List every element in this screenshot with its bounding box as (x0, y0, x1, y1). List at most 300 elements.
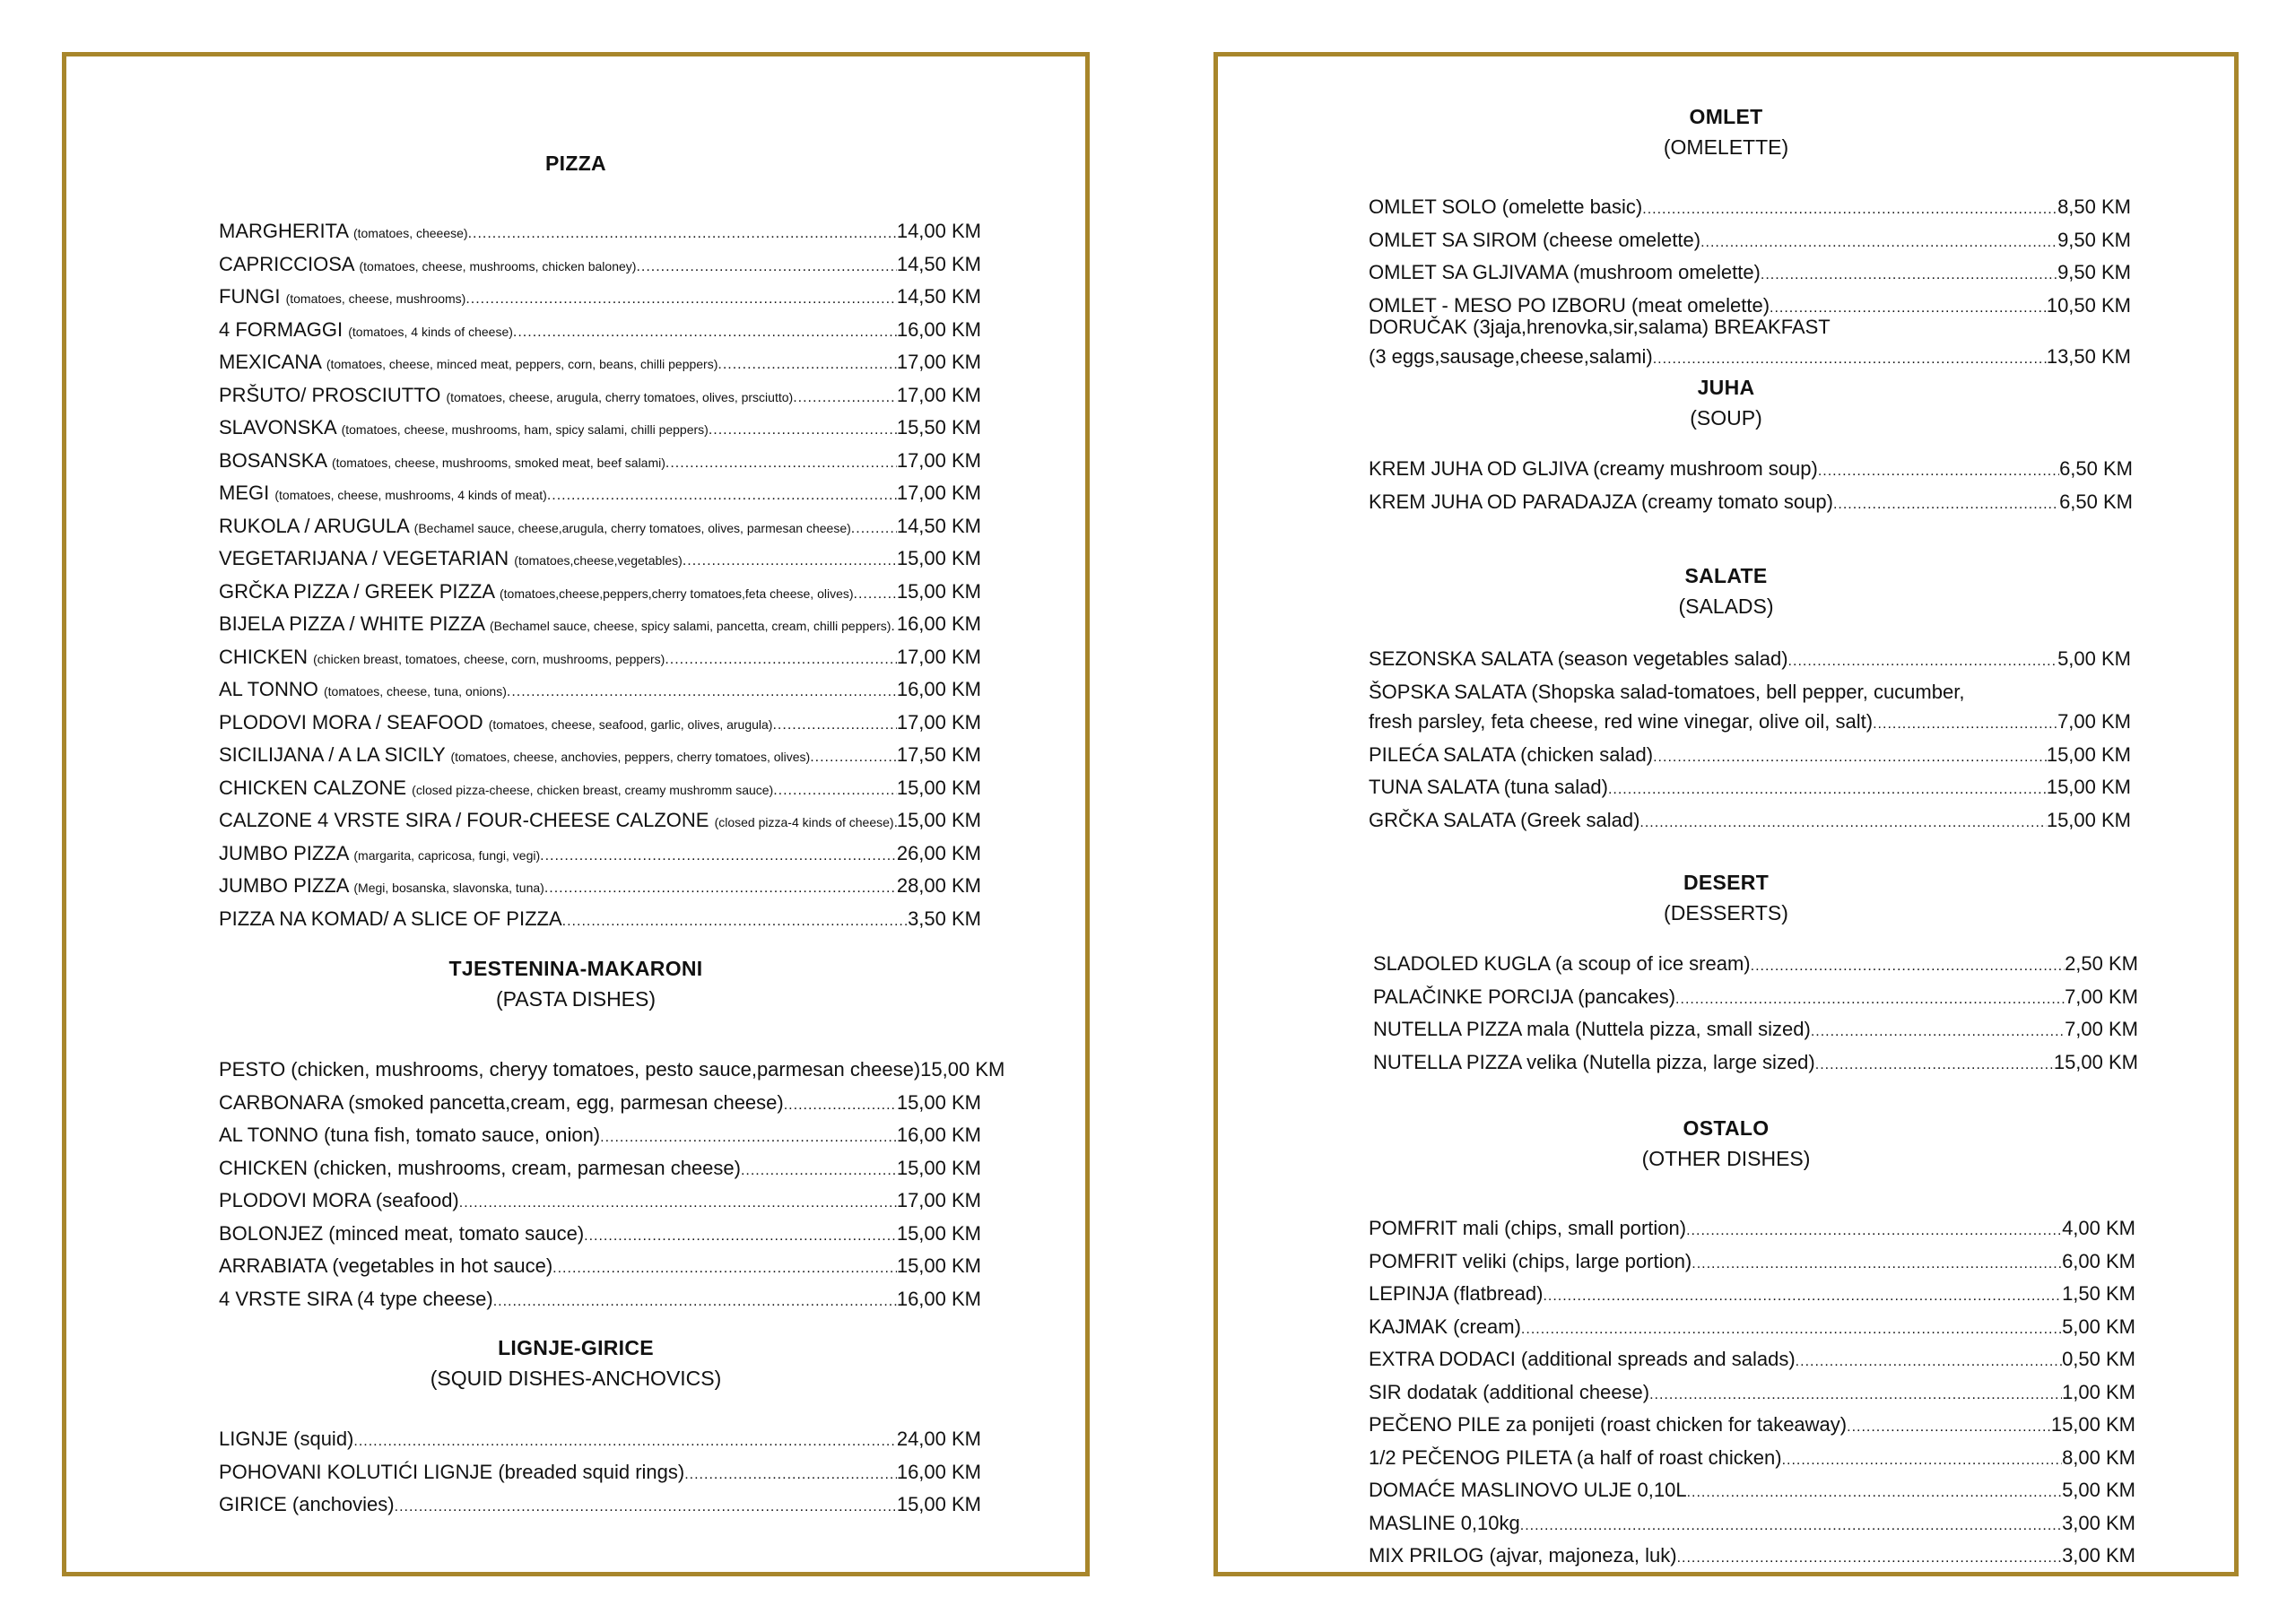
menu-page-right (1213, 52, 2239, 1576)
desserts-list (1373, 949, 2138, 1080)
item-title: CALZONE 4 VRSTE SIRA / FOUR-CHEESE CALZONE (219, 809, 709, 831)
item-description: (closed pizza-cheese, chicken breast, creamy mushromm sauce) (412, 782, 774, 797)
item-title: OMLET - MESO PO IZBORU (meat omelette) (1369, 293, 1770, 317)
leader-dots (493, 1287, 897, 1317)
item-title: MIX PRILOG (ajvar, majoneza, luk) (1369, 1544, 1677, 1567)
item-title: ARRABIATA (vegetables in hot sauce) (219, 1254, 553, 1277)
item-name: SEZONSKA SALATA (season vegetables salad) (1369, 647, 1788, 670)
item-title: CHICKEN (chicken, mushrooms, cream, parmesan cheese) (219, 1156, 741, 1179)
item-name (219, 380, 793, 413)
item-title: MARGHERITA (219, 220, 348, 242)
item-price: 15,00 KM (896, 1090, 981, 1114)
item-name (219, 577, 854, 610)
item-title: PLODOVI MORA / SEAFOOD (219, 710, 483, 733)
item-price: 17,00 KM (896, 383, 981, 406)
menu-item (219, 1489, 981, 1523)
item-price: 17,00 KM (896, 1189, 981, 1211)
item-price: 16,00 KM (896, 1287, 981, 1310)
item-description: (tomatoes, cheeese) (352, 226, 468, 240)
item-name (219, 511, 851, 544)
leader-dots (1608, 775, 2047, 805)
leader-dots (1520, 1511, 2062, 1541)
item-name (1369, 192, 1642, 222)
item-price: 5,00 KM (2062, 1479, 2135, 1501)
leader-dots (1642, 195, 2057, 225)
item-price: 26,00 KM (896, 841, 981, 864)
item-description: (Bechamel sauce, cheese, spicy salami, pancetta, cream, chilli peppers) (489, 619, 891, 633)
leader-dots (1700, 228, 2057, 258)
item-name (1369, 1508, 1520, 1539)
item-title: KREM JUHA OD PARADAJZA (creamy tomato soup) (1369, 490, 1833, 513)
item-name (219, 740, 810, 773)
sopska-line: ŠOPSKA SALATA (Shopska salad-tomatoes, bell pepper, cucumber, (1369, 680, 1965, 703)
item-description: (tomatoes, cheese, mushrooms, 4 kinds of meat) (274, 488, 547, 502)
item-price: 1,50 KM (2062, 1282, 2135, 1305)
menu-item (219, 642, 981, 675)
item-name (1369, 1344, 1796, 1375)
menu-item (1369, 1475, 2135, 1508)
item-price: 24,00 KM (896, 1428, 981, 1450)
item-price: 17,00 KM (896, 482, 981, 504)
item-price: 16,00 KM (896, 1460, 981, 1483)
item-price: 15,50 KM (896, 416, 981, 438)
item-name (219, 315, 513, 348)
breakfast-line: DORUČAK (3jaja,hrenovka,sir,salama) BREAKFAST (1369, 316, 1831, 338)
item-price: 17,00 KM (896, 448, 981, 472)
item-name (1373, 1047, 1815, 1078)
item-name (219, 1120, 600, 1150)
item-name (219, 1088, 784, 1118)
item-description: (tomatoes,cheese,peppers,cherry tomatoes,feta cheese, olives) (499, 586, 854, 601)
item-description: (tomatoes, cheese, arugula, cherry tomatoes, olives, prsciutto) (446, 389, 794, 404)
item-price: 17,00 KM (896, 645, 981, 668)
item-name: (3 eggs,sausage,cheese,salami) (1369, 345, 1653, 368)
menu-item (219, 412, 981, 446)
item-price: 7,00 KM (2065, 1018, 2138, 1040)
item-title: LEPINJA (flatbread) (1369, 1282, 1544, 1305)
menu-item (1369, 1443, 2135, 1476)
item-name (219, 805, 894, 838)
item-title: POMFRIT mali (chips, small portion) (1369, 1217, 1687, 1239)
leader-dots (683, 546, 897, 577)
leader-dots (1692, 1249, 2062, 1280)
item-name (219, 871, 544, 904)
item-name (219, 1424, 353, 1454)
item-title: LIGNJE (squid) (219, 1428, 354, 1450)
menu-item (219, 543, 981, 577)
menu-item (219, 446, 981, 479)
item-name (219, 446, 665, 479)
item-name (219, 1055, 920, 1085)
leader-dots (636, 252, 896, 282)
leader-dots (465, 284, 897, 315)
pizza-title: PIZZA (545, 152, 606, 175)
salads-list (1369, 644, 2131, 838)
item-price: 14,50 KM (896, 514, 981, 537)
item-name (1369, 1475, 1687, 1506)
menu-item (219, 577, 981, 610)
pizza-list (219, 216, 981, 936)
item-price: 15,00 KM (2046, 808, 2131, 831)
item-description: (tomatoes, 4 kinds of cheese) (348, 324, 513, 339)
item-description: (tomatoes, cheese, mushrooms, smoked meat, beef salami) (331, 455, 665, 470)
leader-dots (507, 677, 897, 707)
menu-item (219, 1284, 981, 1317)
item-name (219, 1284, 493, 1315)
menu-item (219, 249, 981, 282)
item-name (219, 707, 772, 741)
item-price: 3,00 KM (2062, 1511, 2135, 1534)
menu-item (219, 1251, 981, 1284)
menu-item (1369, 454, 2133, 487)
menu-item (1369, 644, 2131, 677)
item-name (219, 1219, 584, 1249)
leader-dots (395, 1492, 897, 1523)
item-title: 4 FORMAGGI (219, 317, 344, 341)
item-title: 1/2 PEČENOG PILETA (a half of roast chicken) (1369, 1445, 1782, 1469)
leader-dots (1686, 1216, 2062, 1246)
leader-dots (854, 579, 897, 610)
item-title: OMLET SA GLJIVAMA (mushroom omelette) (1369, 261, 1761, 283)
item-name (1369, 454, 1818, 484)
leader-dots (547, 481, 897, 511)
item-name (219, 904, 562, 934)
leader-dots (1543, 1281, 2062, 1312)
desserts-title: DESERT (1683, 871, 1770, 894)
item-price: 16,00 KM (896, 612, 981, 635)
item-title: EXTRA DODACI (additional spreads and salads) (1369, 1348, 1796, 1370)
menu-item (1369, 1344, 2135, 1377)
item-title: BIJELA PIZZA / WHITE PIZZA (219, 612, 484, 635)
menu-item (219, 707, 981, 741)
leader-dots (1761, 260, 2057, 291)
item-name (219, 478, 547, 511)
item-price: 16,00 KM (896, 678, 981, 700)
item-title: PEČENO PILE za ponijeti (roast chicken for takeaway) (1369, 1413, 1848, 1436)
item-title: GRČKA SALATA (Greek salad) (1369, 808, 1640, 831)
item-title: KAJMAK (cream) (1369, 1315, 1521, 1338)
menu-item (1369, 1508, 2135, 1541)
item-name (1369, 1377, 1649, 1408)
item-price: 7,00 KM (2057, 710, 2131, 733)
leader-dots (1811, 1017, 2065, 1047)
item-price: 14,50 KM (896, 285, 981, 308)
item-price: 17,00 KM (896, 351, 981, 373)
leader-dots (1751, 951, 2065, 982)
menu-item (219, 674, 981, 707)
item-title: MEGI (219, 482, 270, 504)
menu-item (219, 1219, 981, 1252)
menu-item (1369, 1213, 2135, 1246)
leader-dots (544, 873, 897, 904)
leader-dots (459, 1188, 897, 1219)
item-price: 7,00 KM (2065, 985, 2138, 1008)
item-description: (tomatoes, cheese, mushrooms, chicken baloney) (359, 258, 637, 273)
item-title: JUMBO PIZZA (219, 841, 349, 864)
omlet-subtitle: (OMELETTE) (1663, 135, 1789, 159)
leader-dots (513, 317, 897, 348)
item-description: (tomatoes, cheese, anchovies, peppers, cherry tomatoes, olives) (450, 750, 811, 764)
desserts-subtitle: (DESSERTS) (1664, 901, 1788, 924)
leader-dots (1818, 456, 2059, 487)
menu-item (219, 805, 981, 838)
item-title: OMLET SOLO (omelette basic) (1369, 195, 1643, 218)
item-price: 3,00 KM (2062, 1544, 2135, 1567)
item-name (1369, 1213, 1686, 1244)
squid-subtitle: (SQUID DISHES-ANCHOVICS) (430, 1367, 722, 1390)
leader-dots (1521, 1315, 2062, 1345)
item-price: 2,50 KM (2065, 952, 2138, 975)
item-price: 17,50 KM (896, 743, 981, 766)
item-name (219, 1457, 684, 1488)
menu-item (219, 511, 981, 544)
item-price: 15,00 KM (896, 776, 981, 799)
item-title: NUTELLA PIZZA mala (Nuttela pizza, small sized) (1373, 1018, 1811, 1040)
item-description: (tomatoes, cheese, mushrooms, ham, spicy salami, chilli peppers) (341, 422, 709, 437)
leader-dots (600, 1123, 897, 1153)
menu-item (219, 1153, 981, 1186)
menu-item (219, 838, 981, 872)
leader-dots (773, 776, 897, 806)
item-title: JUMBO PIZZA (219, 874, 349, 897)
omlet-title: OMLET (1689, 105, 1763, 128)
other-list (1369, 1213, 2135, 1574)
item-title: SLADOLED KUGLA (a scoup of ice sream) (1373, 952, 1751, 975)
item-title: DOMAĆE MASLINOVO ULJE 0,10L (1369, 1479, 1687, 1501)
item-price: 15,00 KM (2046, 742, 2131, 766)
item-price: 5,00 KM (2062, 1315, 2135, 1338)
item-name (219, 838, 540, 872)
item-name (1369, 225, 1700, 256)
menu-item (1369, 1312, 2135, 1345)
menu-item (1369, 772, 2131, 805)
leader-dots (1687, 1478, 2063, 1508)
menu-item (1373, 949, 2138, 982)
menu-item (219, 740, 981, 773)
item-name (219, 642, 665, 675)
menu-item (1369, 805, 2131, 838)
item-description: (tomatoes, cheese, tuna, onions) (323, 684, 507, 699)
menu-item (219, 871, 981, 904)
item-title: BOSANSKA (219, 448, 326, 472)
leader-dots (468, 219, 897, 249)
item-price: 9,50 KM (2057, 261, 2131, 283)
leader-dots (584, 1221, 897, 1252)
item-price: 17,00 KM (896, 710, 981, 733)
menu-item (219, 609, 981, 642)
item-name (219, 347, 718, 380)
item-price: 15,00 KM (920, 1058, 1005, 1081)
item-title: SICILIJANA / A LA SICILY (219, 743, 446, 766)
item-name (219, 249, 636, 282)
item-name (1373, 1014, 1811, 1045)
item-title: KREM JUHA OD GLJIVA (creamy mushroom soup) (1369, 457, 1818, 480)
salads-subtitle: (SALADS) (1678, 595, 1774, 618)
item-title: CHICKEN CALZONE (219, 776, 407, 799)
item-title: GIRICE (anchovies) (219, 1493, 395, 1515)
menu-item (1369, 225, 2131, 258)
item-description: (tomatoes, cheese, seafood, garlic, olives, arugula) (488, 716, 773, 732)
menu-item (219, 216, 981, 249)
item-price: 15,00 KM (2046, 776, 2131, 798)
leader-dots (665, 645, 897, 675)
item-title: TUNA SALATA (tuna salad) (1369, 776, 1608, 798)
menu-item (1369, 1246, 2135, 1280)
item-name (1369, 1410, 1847, 1440)
leader-dots (810, 742, 897, 773)
item-price: 6,50 KM (2059, 457, 2133, 480)
item-description: (Bechamel sauce, cheese,arugula, cherry tomatoes, olives, parmesan cheese) (413, 520, 851, 535)
item-title: CHICKEN (219, 645, 309, 668)
item-title: MEXICANA (219, 351, 321, 373)
item-price: 3,50 KM (908, 907, 981, 930)
item-title: SLAVONSKA (219, 416, 336, 438)
item-title: 4 VRSTE SIRA (4 type cheese) (219, 1287, 493, 1310)
item-price: 0,50 KM (2062, 1348, 2135, 1370)
other-subtitle: (OTHER DISHES) (1641, 1147, 1811, 1170)
salads-title: SALATE (1684, 564, 1768, 587)
soup-title: JUHA (1697, 376, 1755, 399)
item-name (219, 773, 773, 806)
item-title: FUNGI (219, 285, 281, 308)
item-name (219, 674, 507, 707)
menu-item (219, 773, 981, 806)
item-name (219, 609, 891, 642)
leader-dots (552, 1254, 897, 1284)
leader-dots (709, 415, 897, 446)
item-title: CARBONARA (smoked pancetta,cream, egg, parmesan cheese) (219, 1090, 784, 1114)
menu-item (1373, 982, 2138, 1015)
item-name (219, 1251, 552, 1281)
item-title: AL TONNO (tuna fish, tomato sauce, onion) (219, 1124, 601, 1146)
menu-item (219, 1457, 981, 1490)
leader-dots (1677, 1543, 2063, 1574)
soup-subtitle: (SOUP) (1690, 406, 1762, 430)
menu-item (219, 1088, 981, 1121)
leader-dots (1833, 490, 2059, 520)
leader-dots (1796, 1347, 2062, 1377)
item-price: 15,00 KM (896, 1254, 981, 1277)
item-title: PILEĆA SALATA (chicken salad) (1369, 742, 1654, 766)
item-price: 6,50 KM (2059, 490, 2133, 513)
item-price: 8,50 KM (2057, 195, 2131, 218)
item-title: POHOVANI KOLUTIĆI LIGNJE (breaded squid rings) (219, 1460, 685, 1483)
menu-item (219, 1424, 981, 1457)
item-price: 15,00 KM (896, 579, 981, 603)
menu-item (1369, 1377, 2135, 1410)
leader-dots (1653, 742, 2047, 773)
item-price: 15,00 KM (2050, 1413, 2135, 1436)
menu-item (219, 315, 981, 348)
item-description: (Megi, bosanska, slavonska, tuna) (353, 881, 544, 895)
leader-dots (562, 907, 908, 937)
leader-dots (793, 383, 897, 413)
item-name (1369, 1443, 1782, 1473)
item-price: 6,00 KM (2062, 1249, 2135, 1272)
soup-list (1369, 454, 2133, 519)
menu-item (1369, 192, 2131, 225)
item-name (1369, 487, 1833, 517)
item-price: 16,00 KM (896, 317, 981, 341)
leader-dots (1639, 808, 2046, 838)
leader-dots (1815, 1050, 2054, 1081)
item-name (1369, 805, 1639, 836)
leader-dots (1653, 344, 2047, 375)
menu-item (1369, 1541, 2135, 1574)
item-name (1369, 257, 1761, 288)
menu-item (1369, 1279, 2135, 1312)
item-price: 10,50 KM (2046, 293, 2131, 317)
breakfast-item (1369, 342, 2131, 375)
item-description: (tomatoes, cheese, minced meat, peppers, corn, beans, chilli peppers) (326, 357, 718, 371)
item-price: 15,00 KM (896, 1221, 981, 1245)
item-price: 14,00 KM (896, 220, 981, 242)
item-title: POMFRIT veliki (chips, large portion) (1369, 1249, 1692, 1272)
item-title: CAPRICCIOSA (219, 252, 354, 275)
leader-dots (741, 1156, 897, 1186)
item-title: GRČKA PIZZA / GREEK PIZZA (219, 579, 494, 603)
item-description: (tomatoes,cheese,vegetables) (514, 553, 683, 568)
item-name (1369, 1541, 1677, 1571)
item-name (219, 282, 465, 315)
pasta-subtitle: (PASTA DISHES) (495, 987, 657, 1011)
item-title: MASLINE 0,10kg (1369, 1511, 1520, 1534)
pasta-title: TJESTENINA-MAKARONI (448, 957, 703, 980)
item-name (1369, 740, 1653, 770)
item-price: 28,00 KM (896, 874, 981, 897)
omlet-list (1369, 192, 2131, 323)
item-price: 4,00 KM (2062, 1217, 2135, 1239)
item-description: (closed pizza-4 kinds of cheese) (714, 815, 894, 829)
item-title: VEGETARIJANA / VEGETARIAN (219, 547, 509, 569)
leader-dots (772, 710, 896, 741)
menu-item (219, 1185, 981, 1219)
item-price: 9,50 KM (2057, 228, 2131, 251)
item-price: 1,00 KM (2062, 1380, 2135, 1403)
menu-item (219, 282, 981, 315)
item-description: (chicken breast, tomatoes, cheese, corn, mushrooms, peppers) (313, 651, 665, 666)
item-name (219, 1489, 395, 1520)
item-price: 8,00 KM (2062, 1445, 2135, 1469)
menu-item (219, 478, 981, 511)
item-price: 16,00 KM (896, 1124, 981, 1146)
item-title: SIR dodatak (additional cheese) (1369, 1380, 1650, 1403)
item-price: 14,50 KM (896, 252, 981, 275)
squid-title: LIGNJE-GIRICE (498, 1336, 654, 1359)
item-name (1369, 1279, 1543, 1309)
leader-dots (1873, 709, 2057, 740)
item-price: 5,00 KM (2057, 647, 2131, 670)
item-title: PRŠUTO/ PROSCIUTTO (219, 383, 441, 406)
item-title: AL TONNO (219, 678, 318, 700)
menu-item (1373, 1014, 2138, 1047)
menu-item (1369, 487, 2133, 520)
item-title: BOLONJEZ (minced meat, tomato sauce) (219, 1221, 585, 1245)
item-name (219, 216, 468, 249)
menu-item (1373, 1047, 2138, 1081)
item-name (219, 1153, 741, 1184)
item-name (1369, 1246, 1692, 1277)
item-name (219, 543, 683, 577)
item-name (1373, 982, 1675, 1012)
leader-dots (1788, 647, 2058, 677)
menu-item (1369, 707, 2131, 740)
leader-dots (1782, 1445, 2063, 1476)
item-title: OMLET SA SIROM (cheese omelette) (1369, 228, 1701, 251)
item-price: 15,00 KM (896, 547, 981, 569)
other-title: OSTALO (1683, 1116, 1770, 1140)
item-name (1373, 949, 1751, 979)
